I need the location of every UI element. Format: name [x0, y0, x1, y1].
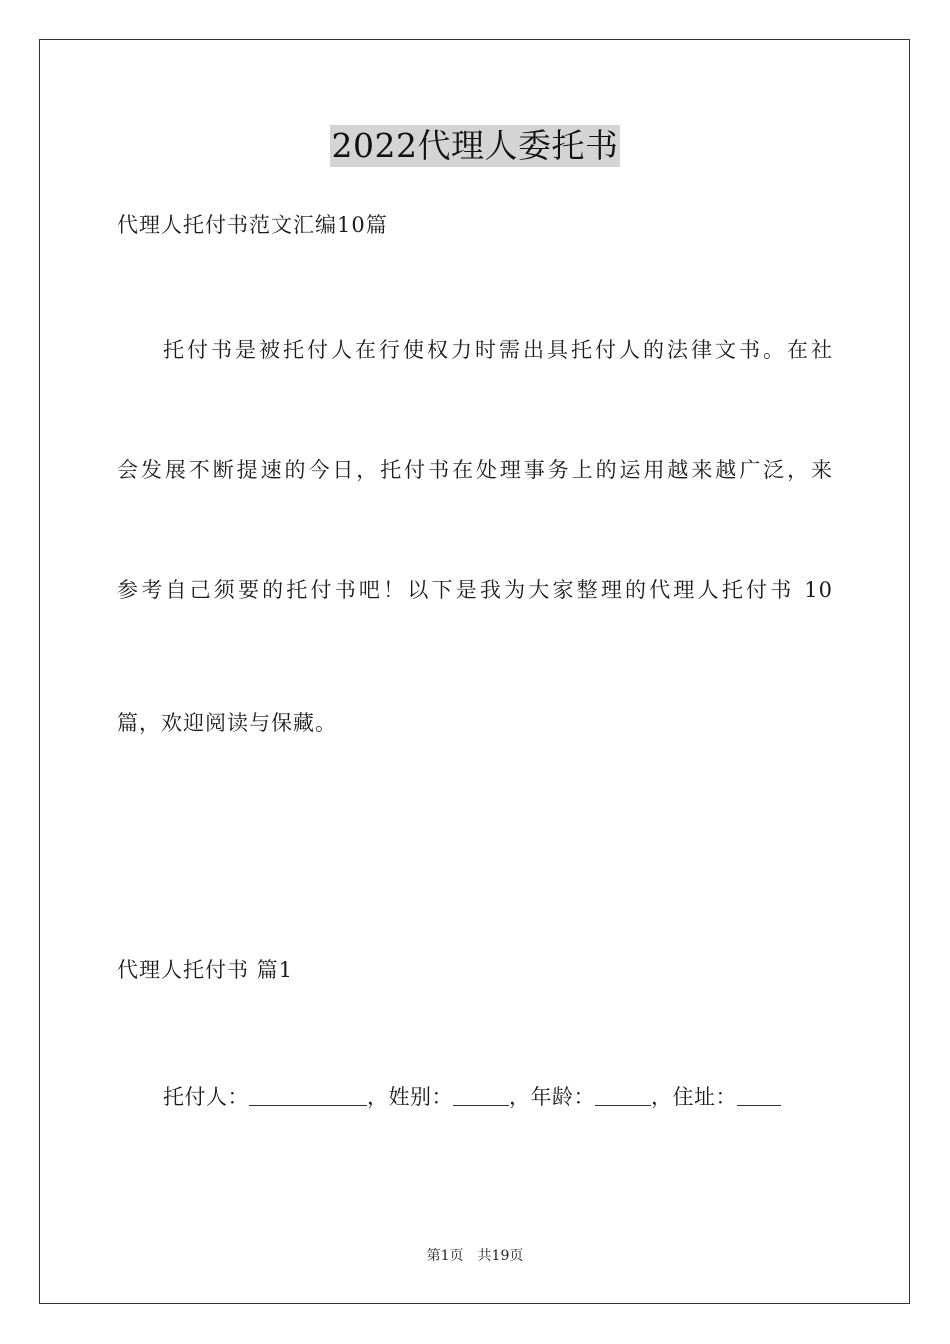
document-title: 2022代理人委托书	[331, 126, 619, 165]
title-container	[0, 125, 950, 167]
section-heading: 代理人托付书 篇1	[117, 958, 294, 982]
intro-line-1: 托付书是被托付人在行使权力时需出具托付人的法律文书。在社	[163, 338, 833, 362]
document-subtitle: 代理人托付书范文汇编10篇	[117, 213, 388, 237]
address-label: ，住址：	[651, 1085, 737, 1109]
form-line	[163, 1082, 833, 1112]
intro-line-3: 参考自己须要的托付书吧！以下是我为大家整理的代理人托付书 10	[117, 578, 833, 602]
age-label: ，年龄：	[509, 1085, 595, 1109]
intro-line-2: 会发展不断提速的今日，托付书在处理事务上的运用越来越广泛，来	[117, 458, 833, 482]
page-current: 第1页	[426, 1248, 464, 1264]
age-blank	[595, 1085, 651, 1106]
page-footer	[0, 1246, 950, 1266]
intro-line-4: 篇，欢迎阅读与保藏。	[117, 711, 337, 735]
gender-blank	[453, 1085, 509, 1106]
address-blank	[737, 1085, 781, 1106]
gender-label: ，姓别：	[367, 1085, 453, 1109]
client-blank	[249, 1085, 367, 1106]
page-total: 共19页	[477, 1248, 524, 1264]
client-label: 托付人：	[163, 1085, 249, 1109]
